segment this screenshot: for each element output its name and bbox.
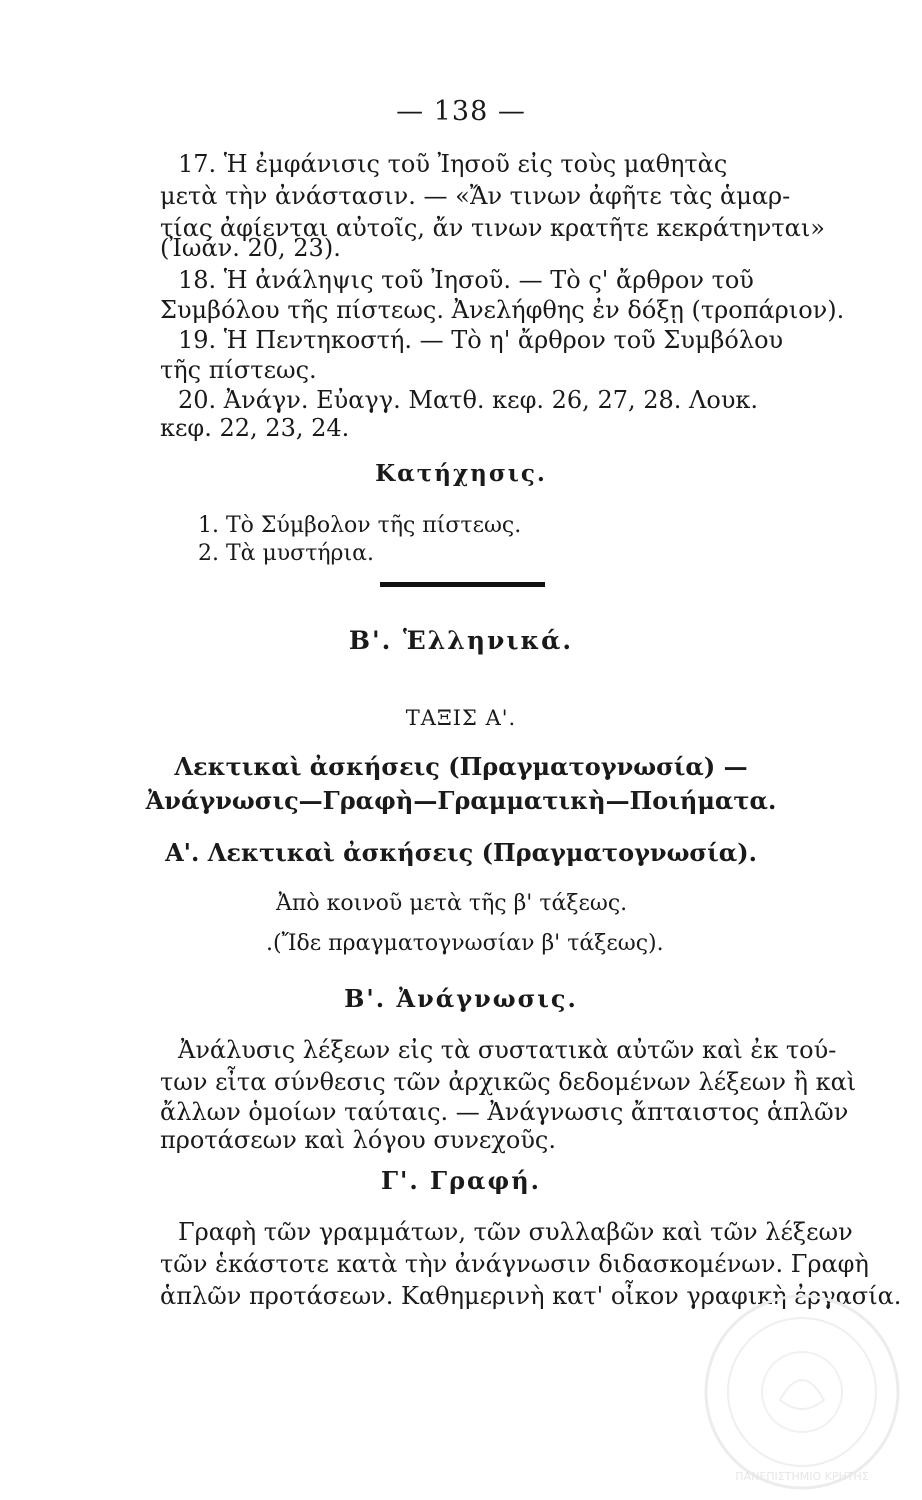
- item-line: τῆς πίστεως.: [160, 356, 317, 384]
- katichisis-heading: Κατήχησις.: [375, 460, 547, 487]
- part-a-line: .(Ἴδε πραγματογνωσίαν β' τάξεως).: [266, 931, 664, 956]
- item-line: 19. Ἡ Πεντηκοστή. — Τὸ η' ἄρθρον τοῦ Συμβόλου: [178, 326, 784, 354]
- item-line: 20. Ἀνάγν. Εὐαγγ. Ματθ. κεφ. 26, 27, 28. Λουκ.: [178, 386, 759, 414]
- item-line: (Ἰωάν. 20, 23).: [160, 234, 341, 262]
- class-title: ΤΑΞΙΣ Α'.: [405, 706, 517, 730]
- subject-line: Ἀνάγνωσις—Γραφὴ—Γραμματικὴ—Ποιήματα.: [145, 786, 777, 815]
- university-stamp: [700, 1290, 905, 1495]
- paragraph-line: Ἀνάλυσις λέξεων εἰς τὰ συστατικὰ αὐτῶν καὶ ἐκ τού-: [178, 1036, 837, 1064]
- katichisis-item: 1. Τὸ Σύμβολον τῆς πίστεως.: [198, 513, 522, 538]
- item-line: τίας ἀφίενται αὐτοῖς, ἄν τινων κρατῆτε κεκράτηνται»: [160, 214, 825, 242]
- item-line: 18. Ἡ ἀνάληψις τοῦ Ἰησοῦ. — Τὸ ς' ἄρθρον τοῦ: [178, 266, 754, 294]
- paragraph-line: τῶν ἑκάστοτε κατὰ τὴν ἀνάγνωσιν διδασκομένων. Γραφὴ: [160, 1250, 869, 1278]
- item-line: 17. Ἡ ἐμφάνισις τοῦ Ἰησοῦ εἰς τοὺς μαθητὰς: [178, 150, 728, 178]
- part-c-heading: Γ'. Γραφή.: [380, 1166, 542, 1195]
- part-a-heading: Α'. Λεκτικαὶ ἀσκήσεις (Πραγματογνωσία).: [165, 838, 757, 867]
- paragraph-line: Γραφὴ τῶν γραμμάτων, τῶν συλλαβῶν καὶ τῶν λέξεων: [178, 1218, 853, 1246]
- paragraph-line: ἄλλων ὁμοίων ταύταις. — Ἀνάγνωσις ἄπταιστος ἁπλῶν: [160, 1098, 849, 1126]
- stamp-text: ΠΑΝΕΠΙΣΤΗΜΙΟ ΚΡΗΤΗΣ: [735, 1470, 869, 1483]
- paragraph-line: προτάσεων καὶ λόγου συνεχοῦς.: [160, 1126, 556, 1154]
- paragraph-line: ἁπλῶν προτάσεων. Καθημερινὴ κατ' οἶκον γραφικὴ ἐργασία.: [160, 1282, 902, 1310]
- subject-line: Λεκτικαὶ ἀσκήσεις (Πραγματογνωσία) —: [174, 752, 748, 781]
- part-a-line: Ἀπὸ κοινοῦ μετὰ τῆς β' τάξεως.: [276, 891, 628, 916]
- item-line: μετὰ τὴν ἀνάστασιν. — «Ἄν τινων ἀφῆτε τὰς ἁμαρ-: [160, 182, 791, 210]
- item-line: κεφ. 22, 23, 24.: [160, 414, 350, 442]
- page-number: — 138 —: [396, 96, 526, 127]
- item-line: Συμβόλου τῆς πίστεως. Ἀνελήφθης ἐν δόξῃ (τροπάριον).: [160, 296, 845, 324]
- katichisis-item: 2. Τὰ μυστήρια.: [198, 541, 374, 566]
- section-divider: [380, 582, 545, 587]
- paragraph-line: των εἶτα σύνθεσις τῶν ἀρχικῶς δεδομένων λέξεων ἢ καὶ: [160, 1068, 857, 1096]
- section-heading: Β'. Ἑλληνικά.: [348, 626, 574, 655]
- part-b-heading: Β'. Ἀνάγνωσις.: [344, 984, 578, 1013]
